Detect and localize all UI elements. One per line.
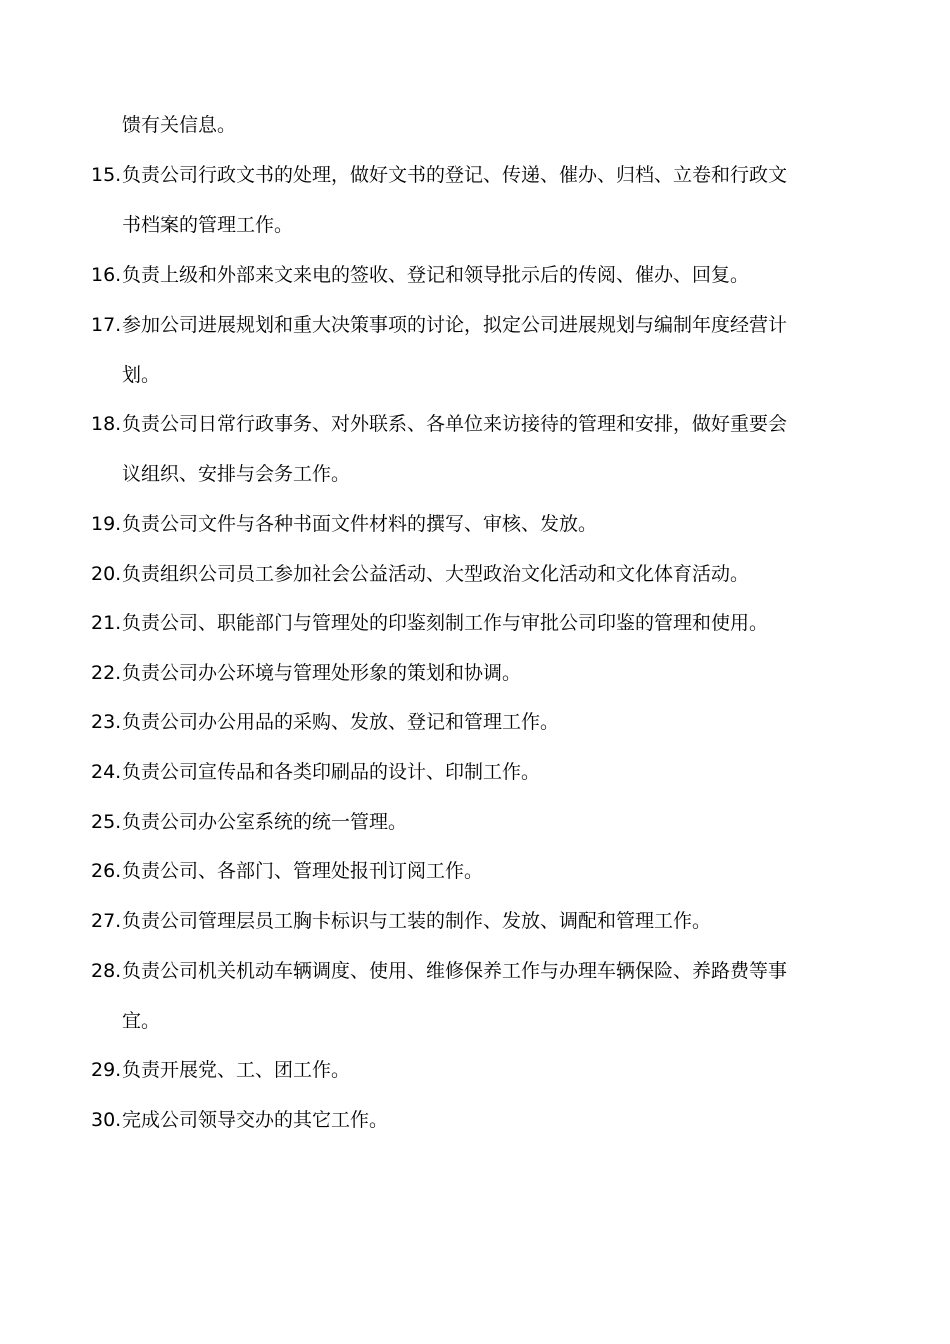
item-number: 28. <box>91 960 122 982</box>
item-number: 22. <box>91 662 122 684</box>
item-text: 负责公司办公环境与管理处形象的策划和协调。 <box>122 662 522 684</box>
item-number: 26. <box>91 860 122 882</box>
item-number: 29. <box>91 1059 122 1081</box>
item-number: 25. <box>91 811 122 833</box>
item-number: 21. <box>91 612 122 634</box>
item-text: 负责公司办公用品的采购、发放、登记和管理工作。 <box>122 711 560 733</box>
line-text: 划。 <box>122 364 161 386</box>
item-number: 16. <box>91 264 122 286</box>
item-number: 17. <box>91 314 122 336</box>
line-text: 书档案的管理工作。 <box>122 214 294 236</box>
item-text: 负责公司办公室系统的统一管理。 <box>122 811 408 833</box>
item-number: 27. <box>91 910 122 932</box>
item-text: 负责公司管理层员工胸卡标识与工装的制作、发放、调配和管理工作。 <box>122 910 712 932</box>
item-text: 负责公司日常行政事务、对外联系、各单位来访接待的管理和安排，做好重要会 <box>122 413 788 435</box>
item-text: 负责公司宣传品和各类印刷品的设计、印制工作。 <box>122 761 541 783</box>
item-number: 30. <box>91 1109 122 1131</box>
item-text: 负责公司、各部门、管理处报刊订阅工作。 <box>122 860 484 882</box>
item-text: 负责公司文件与各种书面文件材料的撰写、审核、发放。 <box>122 513 598 535</box>
item-number: 15. <box>91 164 122 186</box>
item-text: 完成公司领导交办的其它工作。 <box>122 1109 389 1131</box>
item-number: 18. <box>91 413 122 435</box>
item-number: 20. <box>91 563 122 585</box>
item-text: 负责上级和外部来文来电的签收、登记和领导批示后的传阅、催办、回复。 <box>122 264 750 286</box>
item-number: 24. <box>91 761 122 783</box>
item-number: 19. <box>91 513 122 535</box>
item-text: 负责组织公司员工参加社会公益活动、大型政治文化活动和文化体育活动。 <box>122 563 750 585</box>
item-number: 23. <box>91 711 122 733</box>
item-text: 负责公司机关机动车辆调度、使用、维修保养工作与办理车辆保险、养路费等事 <box>122 960 788 982</box>
line-text: 宜。 <box>122 1010 161 1032</box>
item-text: 负责公司行政文书的处理，做好文书的登记、传递、催办、归档、立卷和行政文 <box>122 164 788 186</box>
item-text: 参加公司进展规划和重大决策事项的讨论，拟定公司进展规划与编制年度经营计 <box>122 314 788 336</box>
line-text: 议组织、安排与会务工作。 <box>122 463 351 485</box>
item-text: 负责公司、职能部门与管理处的印鉴刻制工作与审批公司印鉴的管理和使用。 <box>122 612 769 634</box>
item-text: 负责开展党、工、团工作。 <box>122 1059 351 1081</box>
line-text: 馈有关信息。 <box>122 114 237 136</box>
